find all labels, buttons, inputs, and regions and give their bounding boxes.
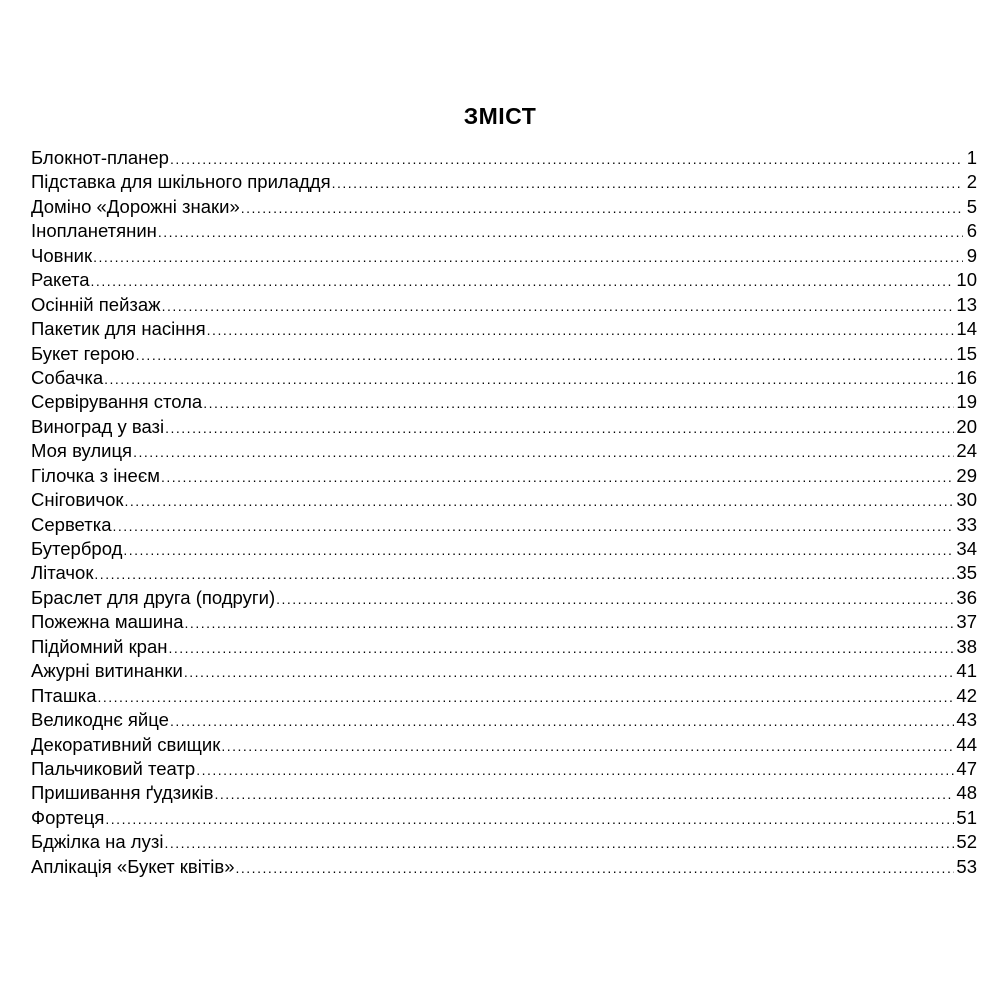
toc-entry-label: Ажурні витинанки <box>31 660 183 682</box>
toc-entry-page-number: 37 <box>956 611 977 633</box>
toc-entry-page-number: 48 <box>956 782 977 804</box>
toc-dot-leader <box>105 807 954 831</box>
toc-entry-label: Пришивання ґудзиків <box>31 782 214 804</box>
toc-entry-page-number: 9 <box>966 244 977 266</box>
toc-entry <box>31 708 977 732</box>
toc-entry-label: Бджілка на лузі <box>31 831 164 853</box>
toc-entry-page-number: 19 <box>956 391 977 413</box>
toc-entry-page-number: 6 <box>966 220 977 242</box>
toc-entry-page-number: 38 <box>956 635 977 657</box>
toc-entry <box>31 513 977 537</box>
toc-dot-leader <box>133 440 954 464</box>
toc-entry-page-number: 24 <box>956 440 977 462</box>
toc-entry-label: Інопланетянин <box>31 220 157 242</box>
toc-entry-page-number: 42 <box>956 684 977 706</box>
toc-entry <box>31 635 977 659</box>
toc-entry-page-number: 41 <box>956 660 977 682</box>
toc-entry-page-number: 5 <box>966 195 977 217</box>
toc-entry <box>31 170 977 194</box>
toc-dot-leader <box>203 391 954 415</box>
toc-entry-label: Фортеця <box>31 806 105 828</box>
toc-entry <box>31 586 977 610</box>
table-of-contents <box>31 146 977 879</box>
toc-entry <box>31 561 977 585</box>
toc-entry <box>31 293 977 317</box>
toc-entry-label: Сервірування стола <box>31 391 203 413</box>
toc-entry-label: Підставка для шкільного приладдя <box>31 171 331 193</box>
toc-entry-page-number: 47 <box>956 757 977 779</box>
toc-entry <box>31 342 977 366</box>
toc-entry <box>31 219 977 243</box>
toc-entry <box>31 415 977 439</box>
toc-entry <box>31 464 977 488</box>
toc-entry <box>31 268 977 292</box>
toc-entry-page-number: 14 <box>956 318 977 340</box>
toc-entry-label: Сніговичок <box>31 489 124 511</box>
toc-entry-label: Пакетик для насіння <box>31 318 206 340</box>
toc-entry <box>31 146 977 170</box>
toc-dot-leader <box>158 220 963 244</box>
toc-entry-page-number: 29 <box>956 464 977 486</box>
toc-entry-page-number: 20 <box>956 415 977 437</box>
toc-entry <box>31 244 977 268</box>
toc-entry-label: Літачок <box>31 562 94 584</box>
toc-dot-leader <box>236 856 955 880</box>
toc-dot-leader <box>276 587 954 611</box>
toc-entry-label: Серветка <box>31 513 112 535</box>
toc-entry <box>31 537 977 561</box>
page-title: ЗМІСТ <box>463 103 537 129</box>
toc-entry-page-number: 30 <box>956 489 977 511</box>
toc-entry-label: Ракета <box>31 269 90 291</box>
toc-entry-page-number: 33 <box>956 513 977 535</box>
toc-entry-label: Моя вулиця <box>31 440 133 462</box>
toc-entry <box>31 366 977 390</box>
toc-entry <box>31 610 977 634</box>
toc-entry <box>31 684 977 708</box>
toc-entry-page-number: 35 <box>956 562 977 584</box>
toc-entry-label: Браслет для друга (подруги) <box>31 586 276 608</box>
toc-dot-leader <box>162 294 955 318</box>
toc-entry-label: Пальчиковий театр <box>31 757 196 779</box>
toc-dot-leader <box>93 245 963 269</box>
toc-dot-leader <box>161 465 954 489</box>
toc-entry-page-number: 44 <box>956 733 977 755</box>
toc-dot-leader <box>332 171 963 195</box>
toc-entry-label: Блокнот-планер <box>31 147 169 168</box>
toc-dot-leader <box>165 416 954 440</box>
toc-entry-label: Пожежна машина <box>31 611 184 633</box>
toc-entry <box>31 830 977 854</box>
toc-dot-leader <box>184 660 955 684</box>
toc-entry-label: Аплікація «Букет квітів» <box>31 855 235 877</box>
toc-entry-page-number: 16 <box>956 366 977 388</box>
toc-dot-leader <box>170 709 954 733</box>
toc-entry <box>31 317 977 341</box>
toc-entry <box>31 439 977 463</box>
toc-dot-leader <box>125 489 955 513</box>
toc-entry-page-number: 1 <box>966 147 977 168</box>
toc-entry-label: Підйомний кран <box>31 635 168 657</box>
toc-entry <box>31 390 977 414</box>
toc-dot-leader <box>123 538 954 562</box>
toc-entry-page-number: 2 <box>966 171 977 193</box>
toc-entry-page-number: 13 <box>956 293 977 315</box>
toc-entry-page-number: 52 <box>956 831 977 853</box>
toc-entry-label: Великоднє яйце <box>31 709 169 731</box>
toc-entry-page-number: 10 <box>956 269 977 291</box>
toc-entry-label: Виноград у вазі <box>31 415 165 437</box>
toc-entry <box>31 733 977 757</box>
toc-entry <box>31 659 977 683</box>
toc-dot-leader <box>113 514 955 538</box>
toc-entry <box>31 757 977 781</box>
toc-entry-label: Осінній пейзаж <box>31 293 161 315</box>
toc-entry <box>31 855 977 879</box>
toc-entry <box>31 488 977 512</box>
toc-dot-leader <box>97 685 954 709</box>
toc-dot-leader <box>94 562 954 586</box>
toc-dot-leader <box>91 269 955 293</box>
toc-entry-label: Бутерброд <box>31 538 123 559</box>
toc-entry-label: Собачка <box>31 366 104 388</box>
toc-entry-label: Гілочка з інеєм <box>31 464 160 486</box>
toc-dot-leader <box>241 196 963 220</box>
toc-dot-leader <box>164 831 954 855</box>
toc-dot-leader <box>168 636 954 660</box>
toc-dot-leader <box>170 147 963 171</box>
toc-dot-leader <box>136 343 955 367</box>
toc-entry-page-number: 34 <box>956 538 977 559</box>
toc-dot-leader <box>214 782 954 806</box>
toc-entry-page-number: 43 <box>956 709 977 731</box>
toc-dot-leader <box>221 734 954 758</box>
toc-entry-page-number: 53 <box>956 855 977 877</box>
toc-dot-leader <box>185 611 955 635</box>
toc-dot-leader <box>196 758 954 782</box>
toc-entry <box>31 781 977 805</box>
toc-entry <box>31 806 977 830</box>
toc-entry-page-number: 15 <box>956 342 977 364</box>
toc-entry-label: Човник <box>31 244 93 266</box>
toc-entry-label: Декоративний свищик <box>31 733 221 755</box>
toc-entry <box>31 195 977 219</box>
toc-dot-leader <box>104 367 954 391</box>
toc-dot-leader <box>207 318 955 342</box>
toc-entry-label: Пташка <box>31 684 97 706</box>
toc-entry-page-number: 51 <box>956 806 977 828</box>
toc-entry-label: Букет герою <box>31 342 135 364</box>
toc-entry-label: Доміно «Дорожні знаки» <box>31 195 240 217</box>
toc-entry-page-number: 36 <box>956 586 977 608</box>
